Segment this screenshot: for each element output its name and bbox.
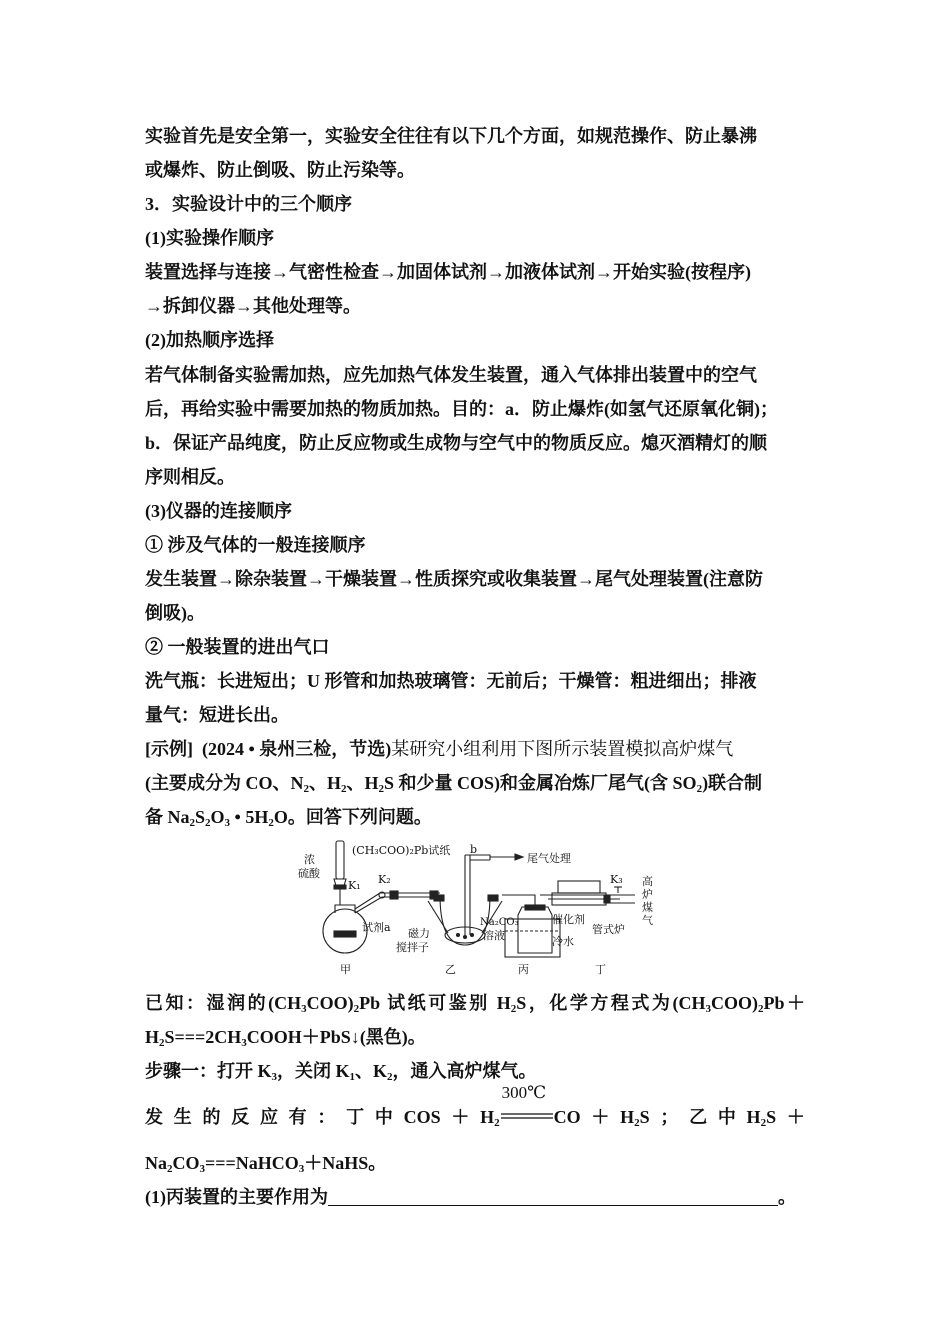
label-ding: 丁 — [595, 963, 606, 976]
text-line: 装置选择与连接→气密性检查→加固体试剂→加液体试剂→开始实验(按程序) — [145, 262, 751, 282]
text-line: 实验首先是安全第一，实验安全往往有以下几个方面，如规范操作、防止暴沸 — [145, 126, 757, 146]
step1-line: 步骤一：打开 $K_3$，关闭 $K_1$、$K_2$，通入高炉煤气。 — [145, 1061, 537, 1083]
text-line: →拆卸仪器→其他处理等。 — [145, 296, 361, 316]
subsection-heading: (3)仪器的连接顺序 — [145, 501, 292, 521]
example-line-3: 备 $Na_2S_2O_3$ • $5H_2O$。回答下列问题。 — [145, 807, 432, 829]
question-1-prefix: (1)丙装置的主要作用为 — [145, 1187, 328, 1207]
label-conc-acid-2: 硫酸 — [298, 867, 320, 880]
reaction-condition: 300℃ — [501, 1083, 547, 1102]
tube-k2 — [379, 891, 440, 899]
label-paper: (CH₃COO)₂Pb试纸 — [352, 844, 451, 857]
svg-text:气: 气 — [642, 914, 653, 927]
example-line-2: (主要成分为 CO、$N_2$、$H_2$、$H_2S$ 和少量 COS)和金属冶炼厂尾气(含 $SO_2$)联合制 — [145, 773, 763, 795]
apparatus-diagram — [290, 835, 670, 980]
label-jia: 甲 — [340, 963, 351, 976]
label-tail-gas: 尾气处理 — [527, 852, 571, 865]
label-cold-water: 冷水 — [552, 935, 574, 948]
subsection-heading: (2)加热顺序选择 — [145, 330, 274, 350]
reaction-h2-with-condition: $H_2$ 300℃ CO — [480, 1104, 581, 1130]
example-tag: [示例] — [145, 739, 193, 759]
reaction-line-2: $Na_2CO_3===NaHCO_3+NaHS$。 — [145, 1153, 387, 1175]
example-line-1 — [145, 736, 733, 762]
label-stirrer-1: 磁力 — [408, 927, 430, 940]
apparatus-jia — [323, 841, 382, 953]
text-line: ① 涉及气体的一般连接顺序 — [145, 535, 366, 555]
text-line: 序则相反。 — [145, 467, 235, 487]
text-line: 后，再给实验中需要加热的物质加热。目的：a．防止爆炸(如氢气还原氧化铜)； — [145, 399, 778, 419]
section-heading: 3．实验设计中的三个顺序 — [145, 194, 352, 214]
text-line: 若气体制备实验需加热，应先加热气体发生装置，通入气体排出装置中的空气 — [145, 365, 757, 385]
label-bing: 丙 — [518, 963, 529, 976]
text-line: 发生装置→除杂装置→干燥装置→性质探究或收集装置→尾气处理装置(注意防 — [145, 569, 763, 589]
label-yi: 乙 — [445, 963, 456, 976]
label-b: b — [470, 843, 478, 856]
svg-text:炉: 炉 — [642, 888, 653, 901]
text-line: b．保证产品纯度，防止反应物或生成物与空气中的物质反应。熄灭酒精灯的顺 — [145, 433, 768, 453]
label-conc-acid-1: 浓 — [304, 853, 315, 866]
label-catalyst: 催化剂 — [552, 913, 585, 926]
label-k2: K₂ — [378, 873, 391, 886]
apparatus-yi — [428, 854, 523, 945]
label-tube-furnace: 管式炉 — [592, 923, 625, 936]
reaction-line: 发 生 的 反 应 有 ： 丁 中 COS ＋ $H_2$ 300℃ CO ＋ $H_2S$ ； 乙 中 $H_2S$ ＋ — [145, 1104, 805, 1130]
label-reagent-a: 试剂a — [362, 921, 391, 934]
label-na2co3-2: 溶液 — [483, 929, 505, 942]
text-line: ② 一般装置的进出气口 — [145, 637, 330, 657]
label-na2co3-1: Na₂CO₃ — [480, 917, 519, 928]
label-stirrer-2: 搅拌子 — [396, 941, 429, 954]
text-line: 量气：短进长出。 — [145, 705, 289, 725]
label-k1: K₁ — [348, 879, 361, 892]
question-1: (1)丙装置的主要作用为 。 — [145, 1187, 796, 1207]
subsection-heading: (1)实验操作顺序 — [145, 228, 274, 248]
text-line: 倒吸)。 — [145, 603, 205, 623]
known-line-2: $H_2S===2CH_3COOH+PbS↓$(黑色)。 — [145, 1027, 426, 1049]
label-blast-gas: 高 — [642, 875, 653, 888]
example-text: 某研究小组利用下图所示装置模拟高炉煤气 — [391, 739, 734, 759]
known-line-1: 已知：湿润的$(CH_3COO)_2Pb$ 试纸可鉴别 $H_2S$，化学方程式为$(CH_3COO)_2Pb+$ — [145, 993, 805, 1015]
svg-text:煤: 煤 — [642, 901, 653, 914]
text-line: 洗气瓶：长进短出；U 形管和加热玻璃管：无前后；干燥管：粗进细出；排液 — [145, 671, 757, 691]
text-line: 或爆炸、防止倒吸、防止污染等。 — [145, 160, 415, 180]
example-source: (2024 • 泉州三检，节选) — [202, 739, 392, 759]
answer-blank[interactable] — [328, 1187, 778, 1206]
label-k3: K₃ — [610, 873, 623, 886]
